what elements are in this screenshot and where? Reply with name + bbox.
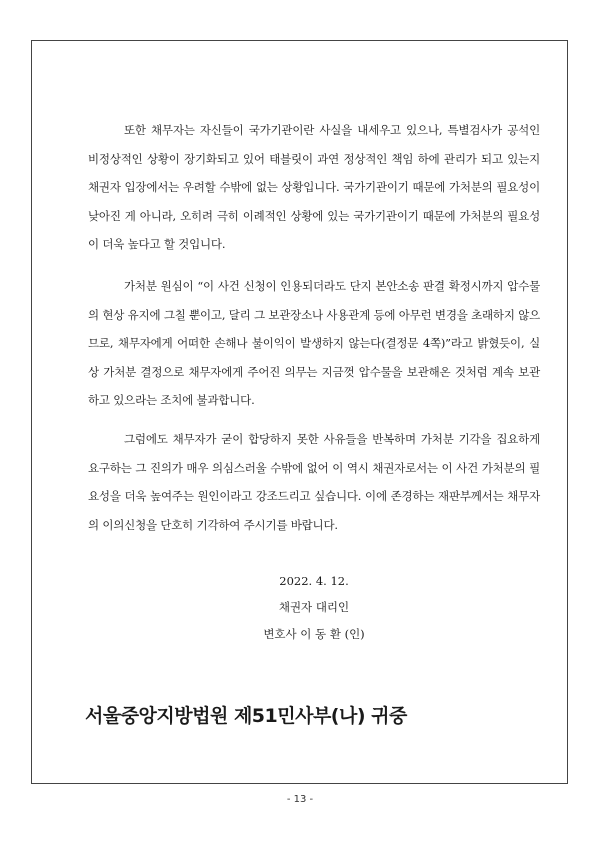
page-number: - 13 - <box>286 794 314 805</box>
paragraph-1: 또한 채무자는 자신들이 국가기관이란 사실을 내세우고 있으나, 특별검사가 공석인 비정상적인 상황이 장기화되고 있어 태블릿이 과연 정상적인 책임 하에 관리가 되고 있는지 채권자 입장에서는 우려할 수밖에 없는 상황입니다. 국가기관이기 때문에 가처분의 필요성이 낮아진 게 아니라, 오히려 극히 이례적인 상황에 있는 국가기관이기 때문에 가처분의 필요성이 더욱 높다고 할 것입니다. <box>88 123 540 251</box>
signature-name: 변호사 이 동 환 (인) <box>263 627 365 641</box>
paragraph-2: 가처분 원심이 “이 사건 신청이 인용되더라도 단지 본안소송 판결 확정시까지 압수물의 현상 유지에 그칠 뿐이고, 달리 그 보관장소나 사용관계 등에 아무런 변경을 초래하지 않으므로, 채무자에게 어떠한 손해나 불이익이 발생하지 않는다(결정문 4쪽)”라고 밝혔듯이, 실상 가처분 결정으로 채무자에게 주어진 의무는 지금껏 압수물을 보관해온 것처럼 계속 보관하고 있으라는 조치에 불과합니다. <box>88 279 541 407</box>
court-addressee: 서울중앙지방법원 제51민사부(나) 귀중 <box>85 705 407 727</box>
signature-role: 채권자 대리인 <box>278 600 350 614</box>
signature-date: 2022. 4. 12. <box>279 574 349 588</box>
paragraph-3: 그럼에도 채무자가 굳이 합당하지 못한 사유들을 반복하며 가처분 기각을 집요하게 요구하는 그 진의가 매우 의심스러울 수밖에 없어 이 역시 채권자로서는 이 사건 가처분의 필요성을 더욱 높여주는 원인이라고 강조드리고 싶습니다. 이에 존경하는 재판부께서는 채무자의 이의신청을 단호히 기각하여 주시기를 바랍니다. <box>88 432 540 532</box>
